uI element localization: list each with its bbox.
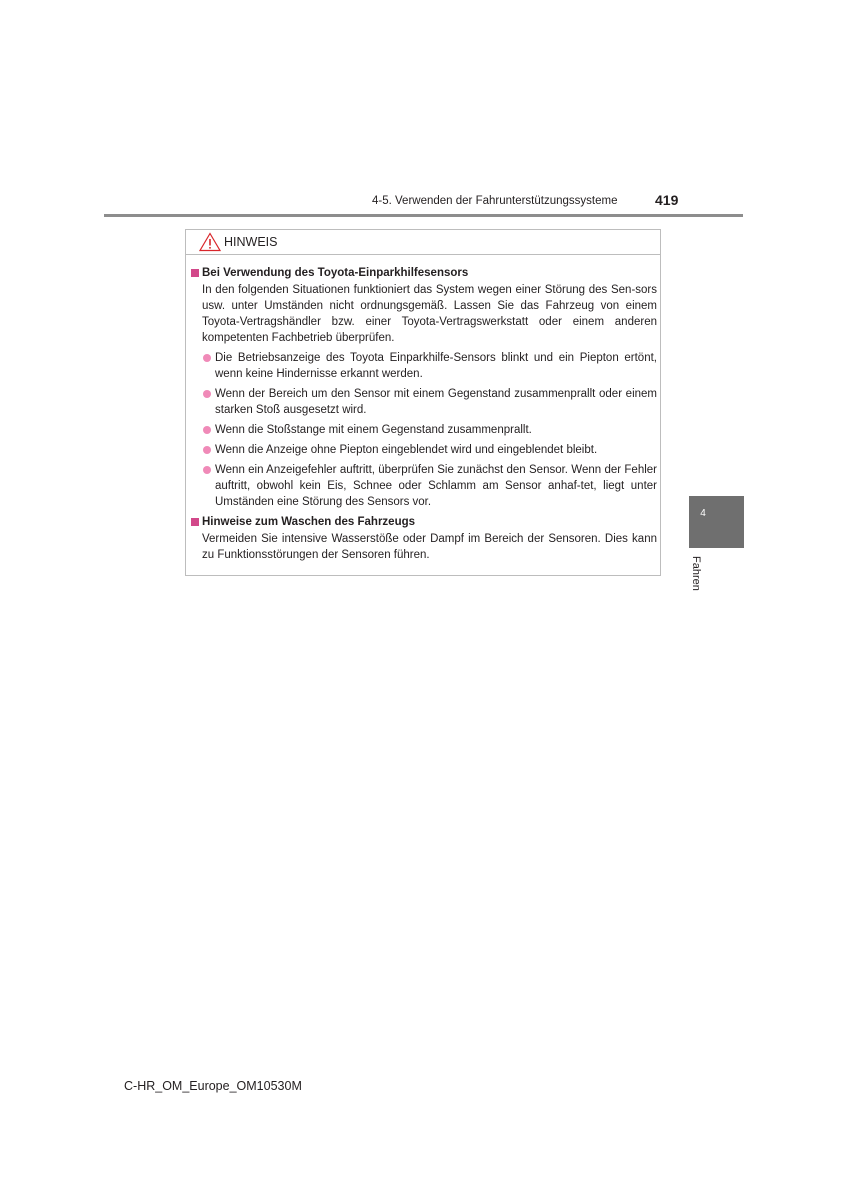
chapter-number: 4 — [700, 508, 706, 519]
chapter-tab — [689, 496, 744, 548]
section-heading — [190, 514, 657, 530]
round-bullet-icon — [203, 446, 211, 454]
running-header-section: 4-5. Verwenden der Fahrunterstützungssysteme — [372, 195, 618, 207]
list-item-text: Wenn ein Anzeigefehler auftritt, überprüfen Sie zunächst den Sensor. Wenn der Fehler auftritt, obwohl kein Eis, Schnee oder Schlamm am Sensor anhaf-tet, liegt unter Umständen eine Störung des Sensors vor. — [215, 464, 657, 508]
note-title: HINWEIS — [224, 235, 278, 249]
list-item — [190, 422, 657, 438]
chapter-label: Fahren — [690, 556, 702, 591]
page-number: 419 — [655, 192, 679, 208]
section-intro: Vermeiden Sie intensive Wasserstöße oder Dampf im Bereich der Sensoren. Dies kann zu Funktionsstörungen der Sensoren führen. — [202, 533, 657, 561]
list-item-text: Wenn die Anzeige ohne Piepton eingeblendet wird und eingeblendet bleibt. — [215, 444, 598, 456]
section-heading-text: Hinweise zum Waschen des Fahrzeugs — [202, 516, 416, 528]
list-item-text: Wenn der Bereich um den Sensor mit einem Gegenstand zusammenprallt oder einem starken Stoß ausgesetzt wird. — [215, 388, 657, 416]
warning-triangle-icon — [199, 232, 221, 252]
list-item — [190, 350, 657, 382]
note-header — [186, 230, 660, 255]
section-intro: In den folgenden Situationen funktioniert das System wegen einer Störung des Sen-sors usw. unter Umständen nicht ordnungsgemäß. Lassen Sie das Fahrzeug von einem Toyota-Vertragshändler bzw. einer Toyota-Vertragswerkstatt oder einem anderen kompetenten Fachbetrieb überprüfen. — [202, 284, 657, 344]
list-item — [190, 442, 657, 458]
round-bullet-icon — [203, 390, 211, 398]
round-bullet-icon — [203, 426, 211, 434]
square-bullet-icon — [191, 269, 199, 277]
list-item-text: Wenn die Stoßstange mit einem Gegenstand zusammenprallt. — [215, 424, 532, 436]
round-bullet-icon — [203, 466, 211, 474]
header-rule — [104, 214, 743, 217]
square-bullet-icon — [191, 518, 199, 526]
list-item — [190, 462, 657, 510]
list-item — [190, 386, 657, 418]
note-body — [190, 265, 657, 567]
section-heading-text: Bei Verwendung des Toyota-Einparkhilfesensors — [202, 267, 469, 279]
note-box — [185, 229, 661, 576]
footer-document-code: C-HR_OM_Europe_OM10530M — [124, 1079, 302, 1093]
list-item-text: Die Betriebsanzeige des Toyota Einparkhilfe-Sensors blinkt und ein Piepton ertönt, wenn keine Hindernisse erkannt werden. — [215, 352, 657, 380]
section-heading — [190, 265, 657, 281]
round-bullet-icon — [203, 354, 211, 362]
